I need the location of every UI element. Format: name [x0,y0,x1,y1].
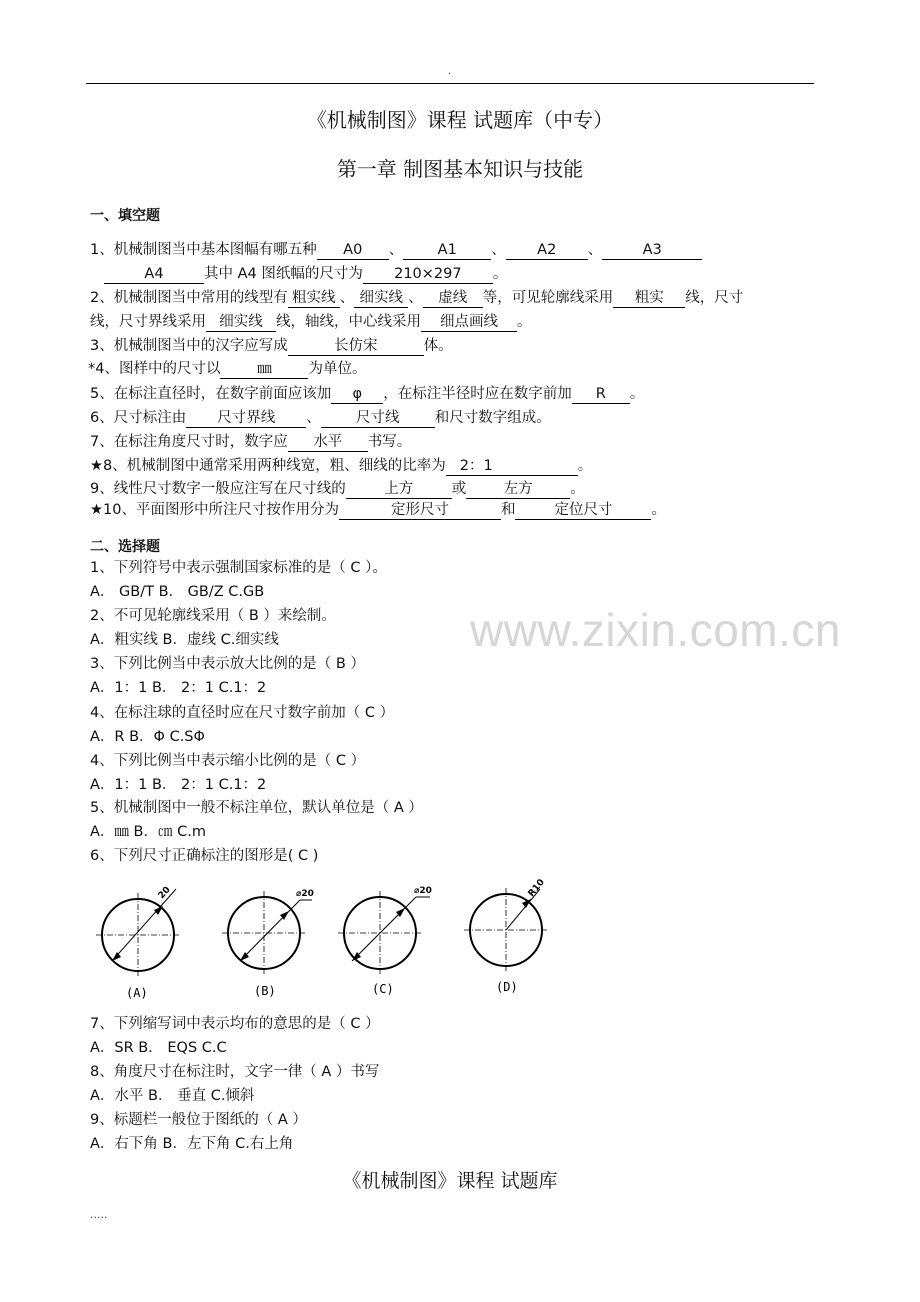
answer-blank: 定位尺寸 [515,502,651,520]
choice-options: A．SR B． EQS C.C [90,1040,227,1056]
footer-title: 《机械制图》课程 试题库 [342,1170,558,1192]
figure-c-dim: ⌀20 [414,886,432,896]
fill-q7: 7、在标注角度尺寸时，数字应 水平 书写。 [90,434,412,450]
figure-b-dim: ⌀20 [296,889,314,899]
choice-options: A．粗实线 B．虚线 C.细实线 [90,632,279,648]
document-title: 《机械制图》课程 试题库（中专） [306,108,614,132]
answer-blank: 粗实 [613,290,685,308]
answer-blank: ㎜ [220,361,308,379]
fill-q2-line1: 2、机械制图当中常用的线型有 粗实线 、 细实线 、 虚线 等，可见轮廓线采用 粗实 线，尺寸 [90,290,744,306]
answer-blank: φ [331,386,383,404]
fill-q2-line2: 线，尺寸界线采用 细实线 线，轴线，中心线采用 细点画线 。 [90,314,532,330]
choice-options: A．水平 B． 垂直 C.倾斜 [90,1088,255,1104]
answer-blank: A2 [506,242,588,260]
choice-options: A．R B．Φ C.SΦ [90,729,205,745]
answer-blank: 水平 [288,434,368,452]
fill-q6: 6、尺寸标注由 尺寸界线 、 尺寸线 和尺寸数字组成。 [90,410,551,426]
answer-blank: 细点画线 [421,314,517,332]
answer-blank: 上方 [346,481,452,499]
header-rule [86,83,814,84]
choice-question: 5、机械制图中一般不标注单位，默认单位是（ A ） [90,800,423,816]
fill-q1-line1: 1、机械制图当中基本图幅有哪五种 A0 、 A1 、 A2 、 A3 [90,240,702,260]
choice-question: 1、下列符号中表示强制国家标准的是（ C ）。 [90,560,387,576]
chapter-title: 第一章 制图基本知识与技能 [336,157,584,181]
figure-a-label: (A) [126,986,148,1000]
figure-d-dim: R10 [526,877,547,899]
fill-q4: *4、图样中的尺寸以 ㎜ 为单位。 [88,361,367,377]
footer-dots: ..... [90,1208,108,1221]
answer-blank: 尺寸界线 [186,410,306,428]
answer-blank: 2：1 [446,458,578,476]
answer-blank: 左方 [466,481,570,499]
figure-c-label: (C) [372,982,394,996]
fill-q10: ★10、平面图形中所注尺寸按作用分为 定形尺寸 和 定位尺寸 。 [90,502,666,518]
choice-options: A．1：1 B． 2：1 C.1：2 [90,680,267,696]
fill-q3: 3、机械制图当中的汉字应写成 长仿宋 体。 [90,338,453,354]
answer-blank: A1 [403,242,491,260]
section-multiple-choice: 二、选择题 [90,539,160,555]
choice-question: 7、下列缩写词中表示均布的意思的是（ C ） [90,1016,380,1032]
answer-blank: 长仿宋 [288,338,424,356]
choice-question: 8、角度尺寸在标注时，文字一律（ A ）书写 [90,1064,380,1080]
answer-blank: 虚线 [423,290,483,308]
choice-question: 9、标题栏一般位于图纸的（ A ） [90,1112,307,1128]
answer-blank: A0 [317,242,389,260]
choice-question: 4、在标注球的直径时应在尺寸数字前加（ C ） [90,705,395,721]
answer-blank: A4 [104,266,204,284]
choice-options: A．右下角 B．左下角 C.右上角 [90,1136,294,1152]
fill-q1-line2: A4 其中 A4 图纸幅的尺寸为 210×297 。 [104,264,507,284]
choice-options: A． GB/T B． GB/Z C.GB [90,584,265,600]
header-dot: . [448,66,452,77]
choice-question: 3、下列比例当中表示放大比例的是（ B ） [90,656,365,672]
answer-blank: 粗实线 [288,290,340,308]
answer-blank: 210×297 [363,266,493,284]
answer-blank: 尺寸线 [321,410,435,428]
answer-blank: 细实线 [206,314,276,332]
watermark: www.zixin.com.cn [470,604,841,656]
answer-blank: 细实线 [354,290,408,308]
fill-q5: 5、在标注直径时，在数字前面应该加 φ ，在标注半径时应在数字前加 R 。 [90,386,645,402]
choice-question: 2、不可见轮廓线采用（ B ）来绘制。 [90,608,336,624]
figure-d-label: (D) [496,980,518,994]
choice-options: A．1：1 B． 2：1 C.1：2 [90,777,267,793]
figure-a-dim: 20 [156,885,173,902]
figure-b-label: (B) [254,984,276,998]
fill-q9: 9、线性尺寸数字一般应注写在尺寸线的 上方 或 左方 。 [90,481,585,497]
fill-q8: ★8、机械制图中通常采用两种线宽，粗、细线的比率为 2：1 。 [90,458,593,474]
answer-blank: R [572,386,630,404]
choice-question: 4、下列比例当中表示缩小比例的是（ C ） [90,753,366,769]
section-fill-blank: 一、填空题 [90,208,160,224]
choice-options: A．㎜ B．㎝ C.m [90,824,206,840]
dimension-figures [90,875,560,1005]
answer-blank: A3 [602,242,702,260]
answer-blank: 定形尺寸 [339,502,501,520]
choice-question: 6、下列尺寸正确标注的图形是( C ) [90,848,319,864]
